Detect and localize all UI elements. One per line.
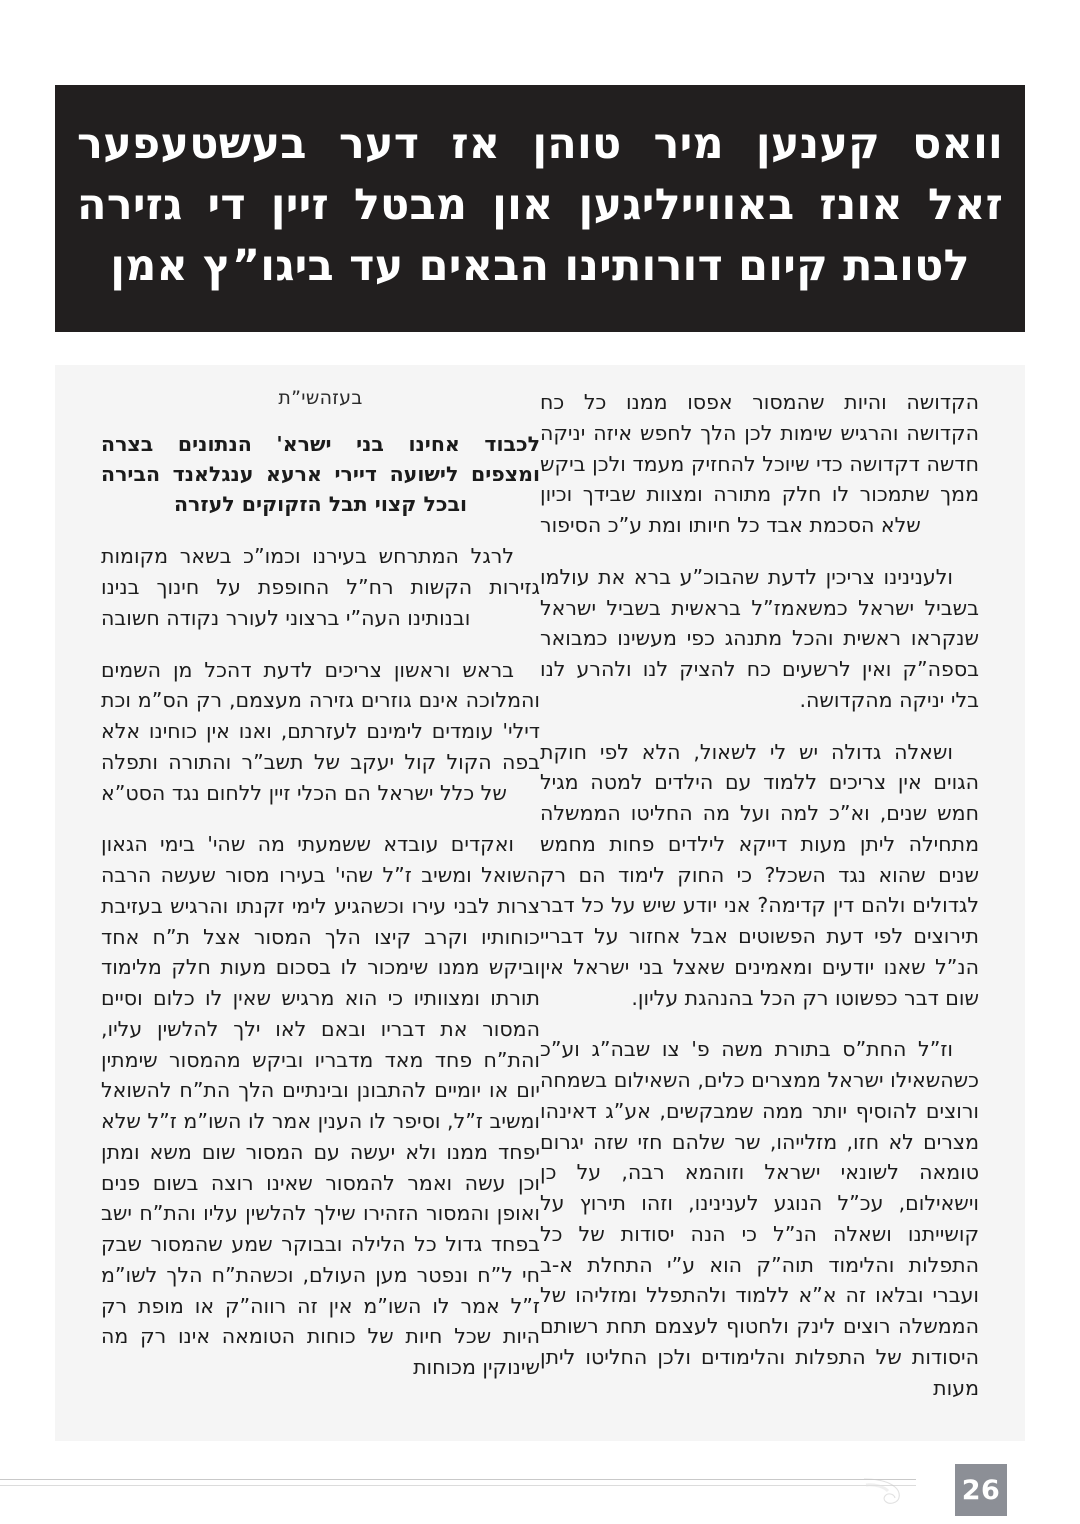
letter-address-line-3: ובכל קצוי תבל הזקוקים לעזרה	[173, 492, 468, 517]
headline-line-3: לטובת קיום דורותינו הבאים עד ביגו”ץ אמן	[110, 241, 970, 292]
right-paragraph-1: לרגל המתרחש בעירנו וכמו”כ בשאר מקומות גזירות הקשות רח”ל החופפת על חינוך בנינו ובנותינו העה”י ברצוני לעורר נקודה חשובה	[101, 544, 540, 630]
headline-banner	[55, 85, 1025, 332]
footer-rules	[0, 1479, 916, 1493]
headline-line-1: וואס קענען מיר טוהן אז דער בעשטעפער	[77, 118, 1003, 169]
left-paragraph-1: הקדושה והיות שהמסור אפסו ממנו כל כח הקדושה והרגיש שימות לכן הלך לחפש איזה יניקה חדשה דקדושה כדי שיוכל להחזיק מעמד ולכן ביקש ממך שתמכור לו חלק מתורה ומצוות שבידך וכיון שלא הסכמת אבד כל חיותו ומת ע”כ הסיפור	[540, 390, 979, 537]
page-number-badge: 26	[955, 1464, 1007, 1516]
right-paragraph-3: ואקדים עובדא ששמעתי מה שהי' בימי הגאון השואל ומשיב ז”ל שהי' בעירו מסור שעשה הרבה צרות לבני עירו וכשהגיע לימי זקנתו והרגיש בעזיבת כוחותיו וקרב קיצו הלך המסור אצל ת”ח אחד וביקש ממנו שימכור לו בסכום מעות חלק מלימוד תורתו ומצוותיו כי הוא מרגיש שאין לו כלום וסיים המסור את דבריו ובאם לאו ילך להלשין עליו, והת”ח פחד מאד מדבריו וביקש מהמסור שימתין יום או יומיים להתבונן ובינתיים הלך הת”ח להשואל ומשיב ז”ל, וסיפר לו הענין אמר לו השו”מ ז”ל שלא יפחד ממנו ולא יעשה עם המסור שום משא ומתן וכן עשה ואמר להמסור שאינו רוצה בשום פנים ואופן והמסור הזהירו שילך להלשין עליו והת”ח ישב בפחד גדול כל הלילה ובבוקר שמע שהמסור שבק חי ל”ח ונפטר מען העולם, וכשהת”ח הלך לשו”מ ז”ל אמר לו השו”מ אין זה רווה”ק או מופת רק היות שכל חיות של כוחות הטומאה אינו רק מה שינוקין מכוחות	[101, 832, 540, 1380]
letter-date-line: בעזהשי”ת	[278, 387, 363, 409]
article-column-left	[540, 387, 997, 1431]
footer-rule-top	[0, 1479, 916, 1480]
left-paragraph-2: ולענינינו צריכין לדעת שהבוכ”ע ברא את עולמו בשביל ישראל כמשאמז”ל בראשית בשביל ישראל שנקראו ראשית והכל מתנהג כפי מעשינו כמבואר בספה”ק ואין לרשעים כח להציק לנו ולהרע לנו בלי יניקה מהקדושה.	[540, 564, 979, 712]
left-paragraph-4: וז”ל החת”ס בתורת משה פ' צו שבה”ג וע”כ כשהשאילו ישראל ממצרים כלים, השאילום בשמחה ורוצים להוסיף יותר ממה שמבקשים, אע”ג דאינהו מצרים לא חזו, מזלייהו, שר שלהם חזי שזה יגרום טומאה לשונאי ישראל וזוהמא רבה, על כן וישאילום, עכ”ל הנוגע לענינינו, וזהו תירוץ על קושייתנו ושאלה הנ”ל כי הנה יסודות של כל התפלות והלימוד תוה”ק הוא ע”י התחלת א-ב ועברי ובלאו זה א”א ללמוד ולהתפלל ומזליהו של הממשלה רוצים לינק ולחטוף לעצמם תחת רשותם היסודות של התפלות והלימודים ולכן החליטו ליתן מעות	[540, 1037, 979, 1400]
left-paragraph-3: ושאלה גדולה יש לי לשאול, הלא לפי חוקת הגוים אין צריכים ללמוד עם הילדים למטה מגיל חמש שנים, וא”כ למה ועל מה החליטו הממשלה מתחילה ליתן מעות דייקא לילדים פחות מחמש שנים שהוא נגד השכל? כי החוק לימוד הם רק לגדולים ולהם דין קדימה? אני יודע שיש על כל דבר תירוצים לפי דעת הפשוטים אבל אחזור על דבריי הנ”ל שאנו יודעים ומאמינים שאצל בני ישראל אין שום דבר כפשוטו רק הכל בהנהגת עליון.	[540, 739, 979, 1010]
article-column-right	[83, 387, 540, 1431]
letter-address-block	[101, 429, 540, 519]
letter-address-line-1: לכבוד אחינו בני ישרא' הנתונים בצרה	[101, 432, 540, 456]
headline-banner-inner	[55, 114, 1025, 303]
swirl-flourish-icon	[862, 1470, 908, 1512]
headline-line-2: זאל אונז באווייליגען און מבטל זיין די גזירה	[77, 179, 1003, 230]
letter-address-line-2: ומצפים לישועה דיירי ארעא ענגלאנד הבירה	[101, 462, 540, 487]
right-paragraph-2: בראש וראשון צריכים לדעת דהכל מן השמים והמלוכה אינם גוזרים גזירה מעצמם, רק הס”מ וכת דילי' עומדים לימינם לעזרתם, ואנו אין כוחינו אלא בפה הקול קול יעקב של תשב”ר והתורה ותפלה של כלל ישראל הם הכלי זיין ללחום נגד הסט”א	[101, 657, 540, 805]
article-body-panel	[55, 365, 1025, 1441]
footer-rule-bottom	[0, 1485, 916, 1486]
